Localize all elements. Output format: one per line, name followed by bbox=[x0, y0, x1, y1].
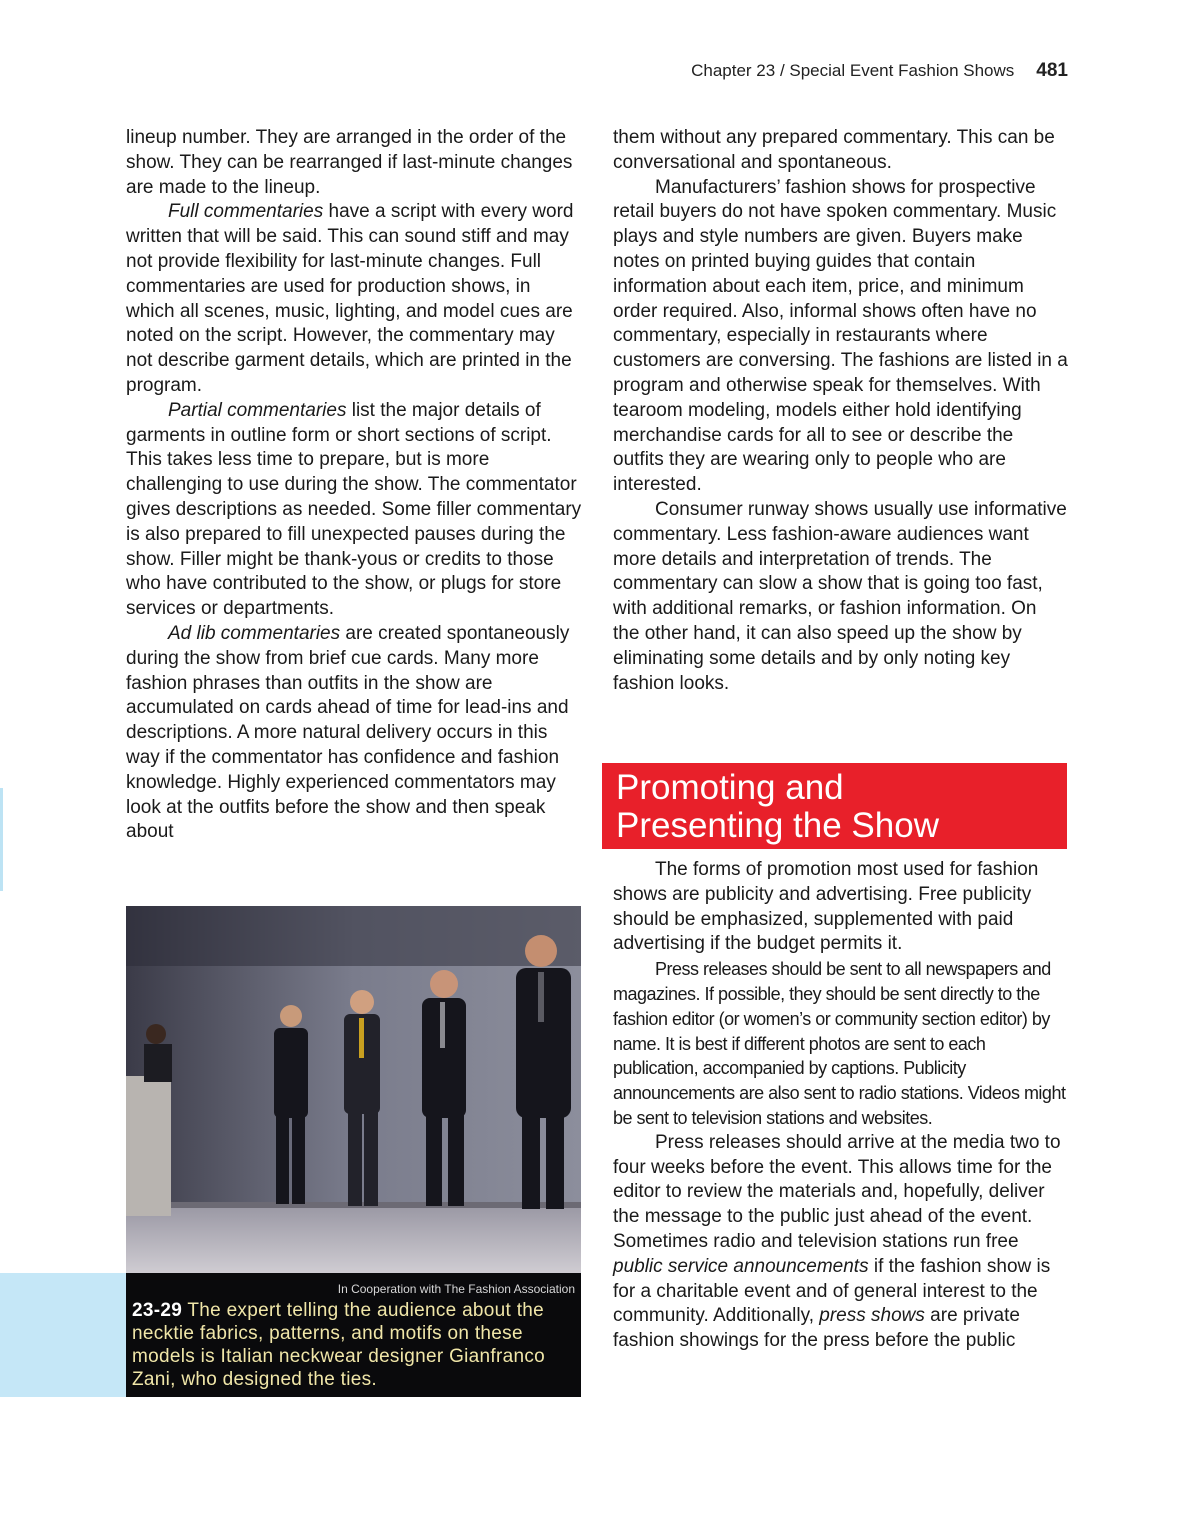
paragraph-text: if the fashion show is for a charitable event and of general interest to the community. Additionally, bbox=[613, 1255, 1051, 1327]
key-term: press shows bbox=[819, 1305, 925, 1327]
paragraph bbox=[126, 399, 584, 622]
section-title-line: Presenting the Show bbox=[616, 806, 939, 845]
paragraph-text: are private fashion showings for the press before the public bbox=[613, 1305, 1020, 1352]
paragraph bbox=[126, 200, 584, 398]
right-column-top bbox=[613, 126, 1068, 696]
paragraph: lineup number. They are arranged in the order of the show. They can be rearranged if last-minute changes are made to the lineup. bbox=[126, 127, 573, 198]
paragraph-text: Press releases should arrive at the media two to four weeks before the event. This allows time for the editor to review the materials and, hopefully, deliver the message to the public just ahead of the event. Sometimes radio and television stations run free bbox=[613, 1131, 1061, 1252]
figure-caption bbox=[132, 1299, 578, 1391]
key-term: public service announcements bbox=[613, 1255, 869, 1277]
edge-marker bbox=[0, 788, 3, 891]
section-title-line: Promoting and bbox=[616, 768, 844, 807]
key-term: Full commentaries bbox=[168, 201, 324, 223]
chapter-title: Chapter 23 / Special Event Fashion Shows bbox=[691, 61, 1015, 80]
section-title bbox=[602, 763, 1067, 845]
figure-number: 23-29 bbox=[132, 1300, 183, 1321]
section-heading bbox=[602, 763, 1067, 849]
caption-tab bbox=[0, 1273, 127, 1397]
runway-photo bbox=[126, 906, 581, 1273]
paragraph: Manufacturers’ fashion shows for prospective retail buyers do not have spoken commentary. Music plays and style numbers are given. Buyers make notes on printed buying guides that contain information about each item, price, and minimum order required. Also, informal shows often have no commentary, especially in restaurants where customers are conversing. The fashions are listed in a program and otherwise speak for themselves. With tearoom modeling, models either hold identifying merchandise cards for all to see or describe the outfits they are wearing only to people who are interested. bbox=[613, 176, 1068, 496]
paragraph bbox=[613, 1131, 1068, 1354]
key-term: Ad lib commentaries bbox=[168, 622, 341, 644]
paragraph bbox=[126, 622, 584, 845]
photo-credit: In Cooperation with The Fashion Association bbox=[337, 1282, 575, 1296]
paragraph-text: list the major details of garments in outline form or short sections of script. This takes less time to prepare, but is more challenging to use during the show. The commentator gives descriptions as needed. Some filler commentary is also prepared to fill unexpected pauses during the show. Filler might be thank-yous or credits to those who have contributed to the show, or plugs for store services or departments. bbox=[126, 399, 582, 620]
running-header bbox=[691, 60, 1068, 82]
caption-text: The expert telling the audience about the necktie fabrics, patterns, and motifs on these models is Italian neckwear designer Gianfranco Zani, who designed the ties. bbox=[132, 1300, 546, 1390]
figure-23-29 bbox=[126, 906, 581, 1397]
left-column bbox=[126, 126, 584, 845]
paragraph-text: are created spontaneously during the show from brief cue cards. Many more fashion phrases than outfits in the show are accumulated on cards ahead of time for lead-ins and descriptions. A more natural delivery occurs in this way if the commentator has confidence and fashion knowledge. Highly experienced commentators may look at the outfits before the show and then speak about bbox=[126, 622, 570, 843]
paragraph: Consumer runway shows usually use informative commentary. Less fashion-aware audiences want more details and interpretation of trends. The commentary can slow a show that is going too fast, with additional remarks, or fashion information. On the other hand, it can also speed up the show by eliminating some details and by only noting key fashion looks. bbox=[613, 498, 1067, 694]
paragraph: Press releases should be sent to all newspapers and magazines. If possible, they should be sent directly to the fashion editor (or women’s or community section editor) by name. It is best if different photos are sent to each publication, accompanied by captions. Publicity announcements are also sent to radio stations. Videos might be sent to television stations and websites. bbox=[613, 959, 1066, 1128]
paragraph-text: have a script with every word written that will be said. This can sound stiff and may not provide flexibility for last-minute changes. Full commentaries are used for production shows, in which all scenes, music, lighting, and model cues are noted on the script. However, the commentary may not describe garment details, which are printed in the program. bbox=[126, 201, 574, 396]
key-term: Partial commentaries bbox=[168, 399, 347, 421]
page-number: 481 bbox=[1036, 60, 1068, 81]
paragraph: The forms of promotion most used for fashion shows are publicity and advertising. Free publicity should be emphasized, supplemented with paid advertising if the budget permits it. bbox=[613, 859, 1039, 955]
right-column-bottom bbox=[613, 858, 1068, 1354]
paragraph: them without any prepared commentary. This can be conversational and spontaneous. bbox=[613, 127, 1055, 173]
